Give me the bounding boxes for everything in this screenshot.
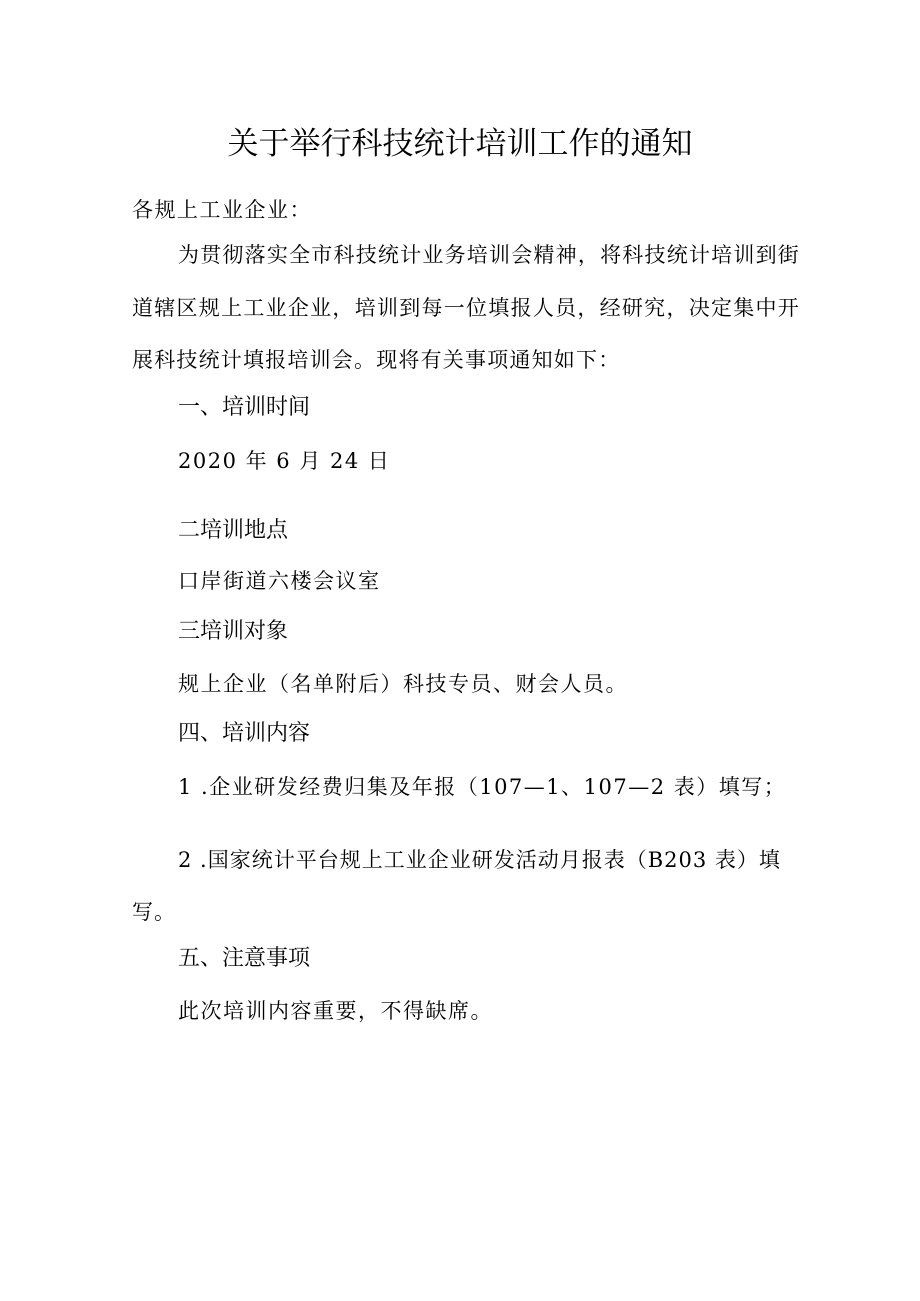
section-heading-content: 四、培训内容 (178, 721, 311, 746)
content-item-1: 1 .企业研发经费归集及年报（107—1、107—2 表）填写； (178, 775, 787, 799)
content-item-2: 2 .国家统计平台规上工业企业研发活动月报表（B203 表）填写。 (132, 848, 781, 924)
salutation: 各规上工业企业： (132, 198, 312, 222)
training-audience: 规上企业（名单附后）科技专员、财会人员。 (178, 672, 628, 696)
section-heading-time: 一、培训时间 (178, 395, 311, 420)
training-location: 口岸街道六楼会议室 (178, 569, 381, 593)
section-heading-location: 二培训地点 (178, 518, 289, 543)
notes-text: 此次培训内容重要，不得缺席。 (178, 999, 493, 1023)
document-title: 关于举行科技统计培训工作的通知 (227, 126, 693, 162)
section-heading-notes: 五、注意事项 (178, 946, 311, 971)
intro-paragraph: 为贯彻落实全市科技统计业务培训会精神，将科技统计培训到街道辖区规上工业企业，培训到每一位填报人员，经研究，决定集中开展科技统计填报培训会。现将有关事项通知如下： (132, 243, 800, 372)
training-date: 2020 年 6 月 24 日 (178, 449, 391, 473)
section-heading-audience: 三培训对象 (178, 619, 289, 644)
